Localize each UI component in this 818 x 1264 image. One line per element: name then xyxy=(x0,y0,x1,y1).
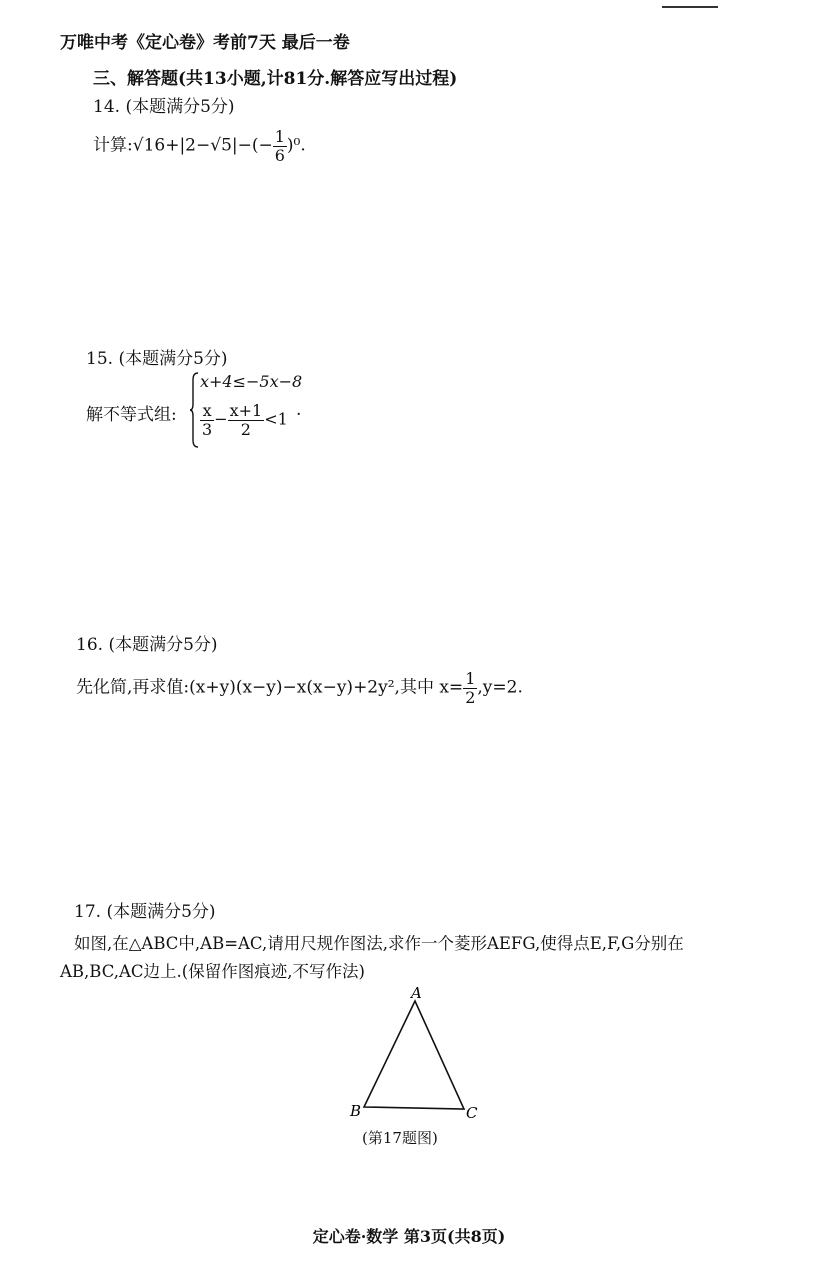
q15-brace xyxy=(190,372,200,448)
q15-dot: . xyxy=(296,400,302,420)
q16-text-b: ,y=2. xyxy=(477,677,523,698)
q15-f1-num: x xyxy=(200,402,214,421)
q15-frac2 xyxy=(228,402,265,438)
q16-frac-num: 1 xyxy=(465,669,476,688)
q16-frac-den: 2 xyxy=(465,687,476,707)
q15-line1-text: x+4≤−5x−8 xyxy=(200,372,303,391)
q14-expression xyxy=(93,128,306,164)
q17-heading: 17. (本题满分5分) xyxy=(74,902,216,922)
q16-fraction xyxy=(463,670,477,706)
vertex-label-c: C xyxy=(466,1104,478,1122)
q15-heading: 15. (本题满分5分) xyxy=(86,349,228,369)
q15-minus: − xyxy=(214,409,228,429)
q14-expr-c: )⁰. xyxy=(286,135,306,156)
q15-frac1 xyxy=(200,402,214,438)
vertex-label-b: B xyxy=(350,1102,362,1120)
q14-heading: 14. (本题满分5分) xyxy=(93,97,235,117)
figure-caption: (第17题图) xyxy=(362,1129,438,1147)
q15-lt: <1 xyxy=(264,409,288,429)
q15-line2 xyxy=(200,402,288,438)
q14-expr-a: √16 xyxy=(132,135,166,156)
section-title: 三、解答题(共13小题,计81分.解答应写出过程) xyxy=(93,69,458,89)
q15-f1-den: 3 xyxy=(202,419,213,439)
q17-line2: AB,BC,AC边上.(保留作图痕迹,不写作法) xyxy=(60,962,365,981)
page-header: 万唯中考《定心卷》考前7天 最后一卷 xyxy=(60,33,350,53)
q14-prefix: 计算: xyxy=(93,135,133,156)
q14-frac-den: 6 xyxy=(274,145,285,165)
triangle-abc xyxy=(364,1001,464,1109)
q16-heading: 16. (本题满分5分) xyxy=(76,635,218,655)
q15-prefix: 解不等式组: xyxy=(86,405,177,425)
page-footer: 定心卷·数学 第3页(共8页) xyxy=(312,1227,506,1246)
q14-expr-b: +|2−√5|−(− xyxy=(165,135,273,156)
q15-f2-num: x+1 xyxy=(229,401,263,420)
top-rule xyxy=(662,6,718,8)
q14-fraction xyxy=(273,128,287,164)
q17-line1: 如图,在△ABC中,AB=AC,请用尺规作图法,求作一个菱形AEFG,使得点E,F,G分别在 xyxy=(74,934,684,953)
vertex-label-a: A xyxy=(411,985,422,1002)
q15-line1 xyxy=(200,372,302,391)
q16-text-a: 先化简,再求值:(x+y)(x−y)−x(x−y)+2y²,其中 x= xyxy=(76,677,464,698)
q16-expression xyxy=(76,670,523,706)
triangle-abc-figure xyxy=(340,985,490,1125)
q14-frac-num: 1 xyxy=(274,127,285,146)
q15-f2-den: 2 xyxy=(240,419,251,439)
